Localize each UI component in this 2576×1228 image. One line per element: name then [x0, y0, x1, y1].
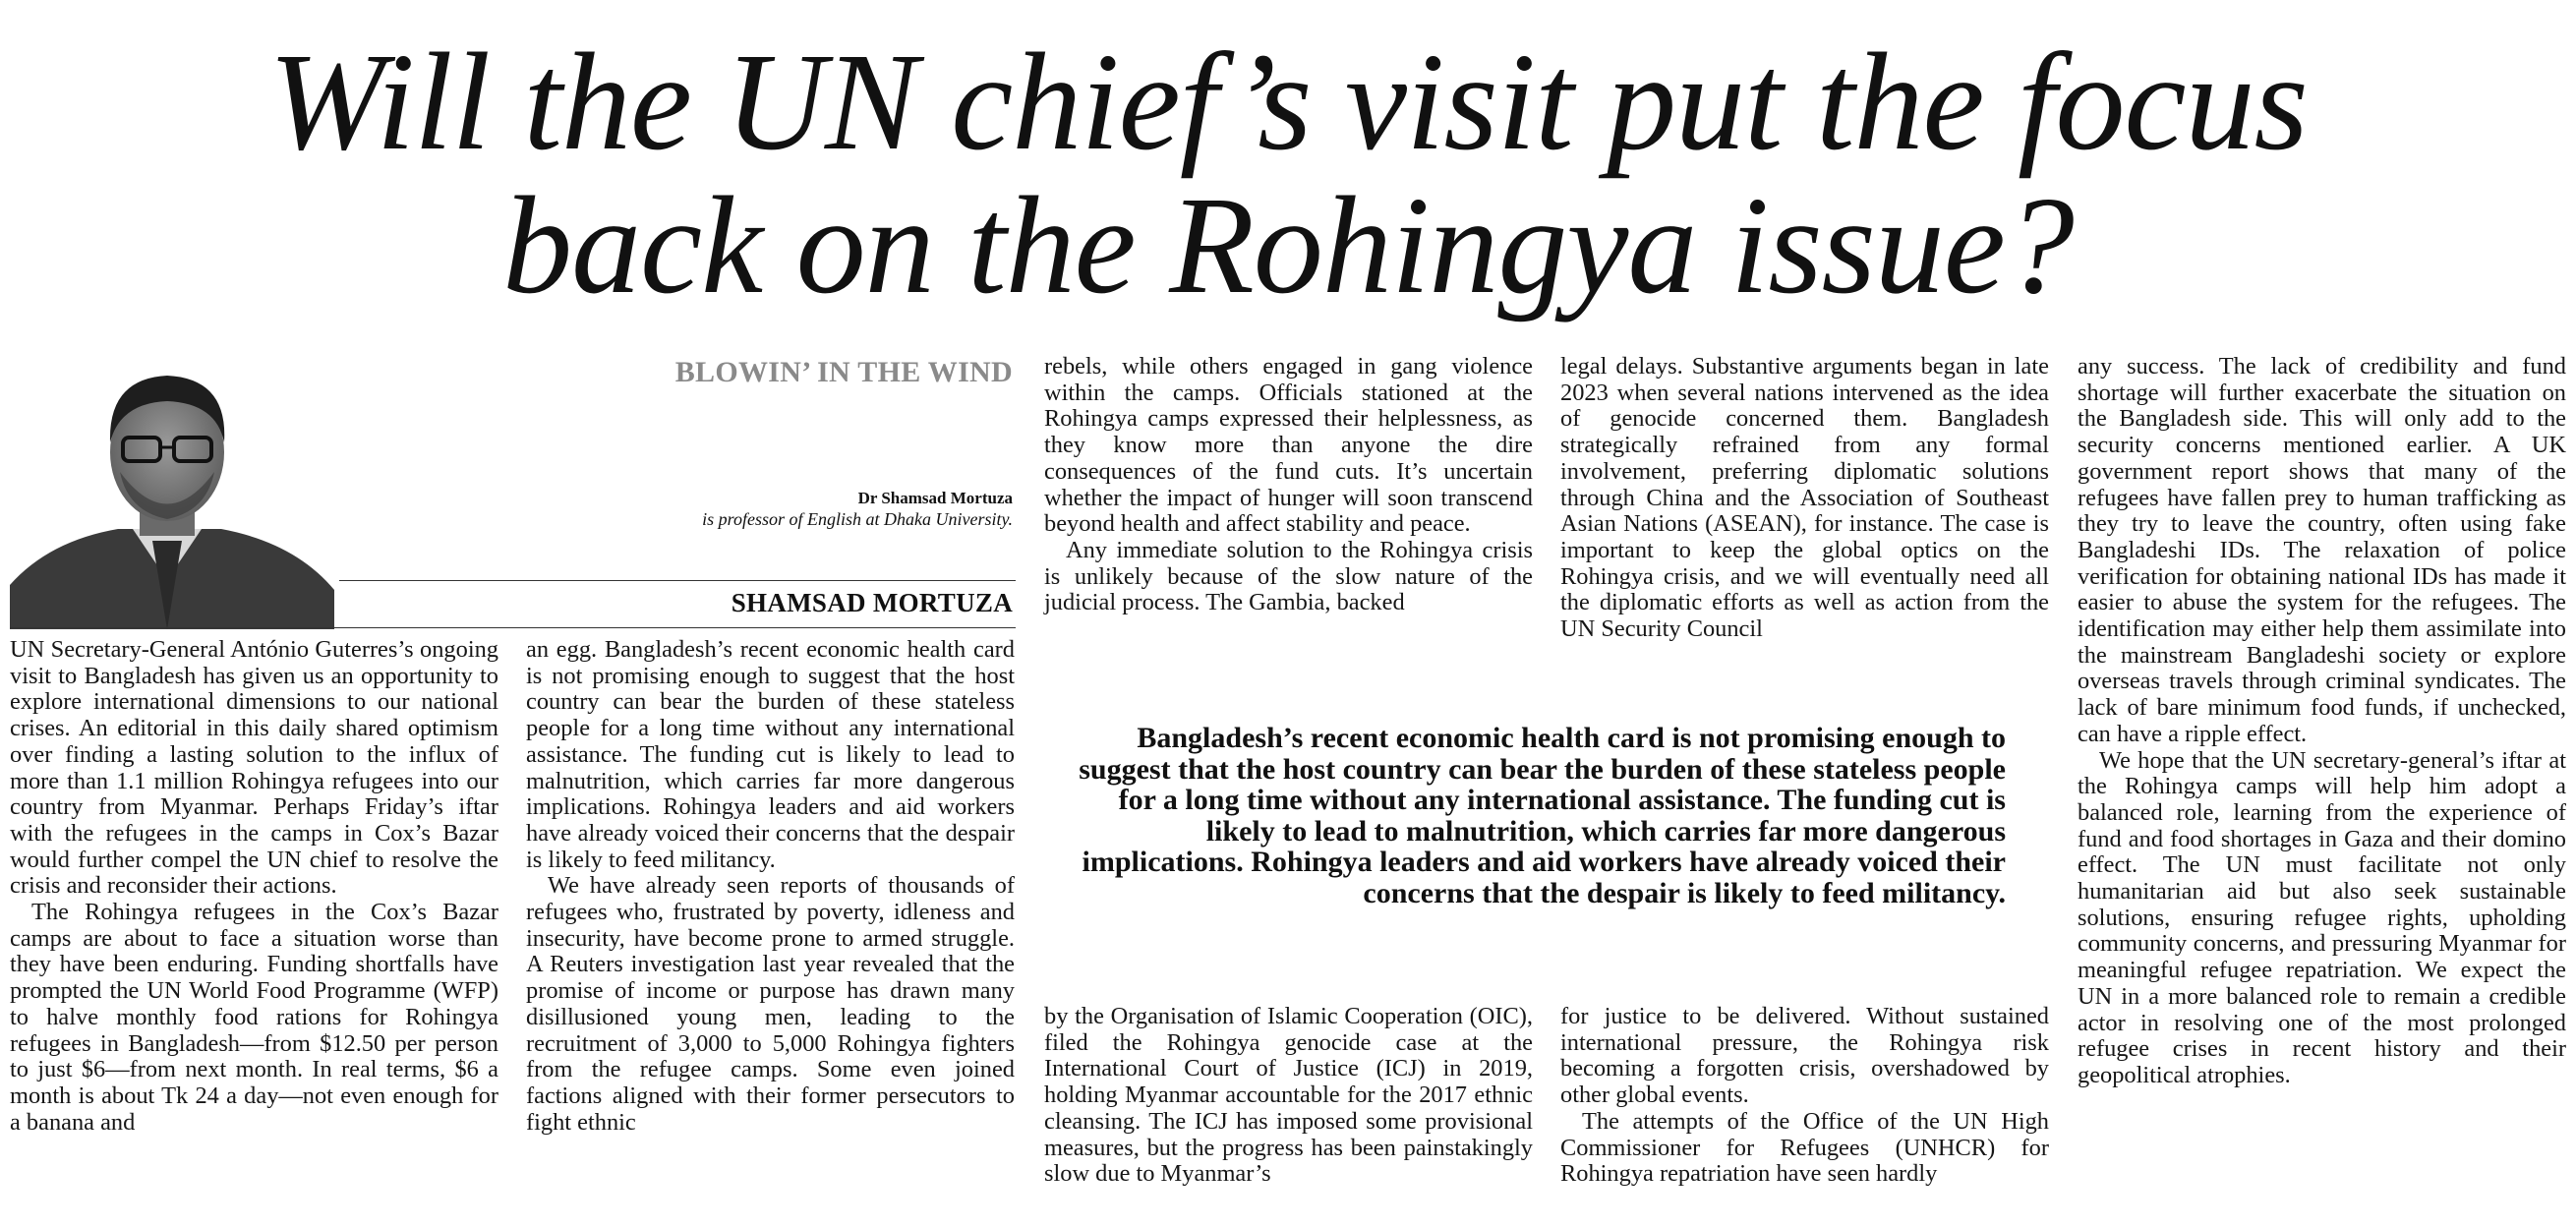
column-4-bottom [1560, 1004, 2049, 1188]
body-paragraph: We have already seen reports of thousands of refugees who, frustrated by poverty, idleness and insecurity, have become prone to armed struggle. A Reuters investigation last year revealed that the promise of income or purpose has drawn many disillusioned young men, leading to the recruitment of 3,000 to 5,000 Rohingya fighters from the refugee camps. Some even joined factions aligned with their former persecutors to fight ethnic [526, 872, 1015, 1136]
pull-quote: Bangladesh’s recent economic health card is not promising enough to suggest that the host country can bear the burden of these stateless people for a long time without any international assistance. The funding cut is likely to lead to malnutrition, which carries far more dangerous implications. Rohingya leaders and aid workers have already voiced their concerns that the despair is likely to feed militancy. [1079, 722, 2006, 909]
body-paragraph: The Rohingya refugees in the Cox’s Bazar camps are about to face a situation worse than they have been enduring. Funding shortfalls have prompted the UN World Food Programme (WFP) to halve monthly food rations for Rohingya refugees in Bangladesh—from $12.50 per person to just $6—from next month. In real terms, $6 a month is about Tk 24 a day—not even enough for a banana and [10, 899, 498, 1136]
body-paragraph: an egg. Bangladesh’s recent economic health card is not promising enough to suggest that the host country can bear the burden of these stateless people for a long time without any international assistance. The funding cut is likely to lead to malnutrition, which carries far more dangerous implications. Rohingya leaders and aid workers have already voiced their concerns that the despair is likely to feed militancy. [526, 636, 1015, 873]
column-3-top [1044, 354, 1533, 616]
author-name: SHAMSAD MORTUZA [731, 588, 1013, 617]
body-paragraph: rebels, while others engaged in gang violence within the camps. Officials stationed at the Rohingya camps expressed their helplessness, as they know more than anyone the dire consequences of the fund cuts. It’s uncertain whether the impact of hunger will soon transcend beyond health and affect stability and peace. [1044, 353, 1533, 538]
headline-line-1: Will the UN chief’s visit put the focus [268, 24, 2308, 179]
column-5 [2078, 354, 2566, 1089]
divider [339, 580, 1016, 581]
column-label: BLOWIN’ IN THE WIND [674, 356, 1013, 388]
body-paragraph: The attempts of the Office of the UN High Commissioner for Refugees (UNHCR) for Rohingya repatriation have seen hardly [1560, 1107, 2049, 1188]
author-portrait [10, 354, 334, 629]
body-paragraph: by the Organisation of Islamic Cooperation (OIC), filed the Rohingya genocide case at the International Court of Justice (ICJ) in 2019, holding Myanmar accountable for the 2017 ethnic cleansing. The ICJ has imposed some provisional measures, but the progress has been painstakingly slow due to Myanmar’s [1044, 1003, 1533, 1188]
column-1 [10, 637, 498, 1136]
byline-bio: is professor of English at Dhaka University. [702, 509, 1013, 529]
byline-name: Dr Shamsad Mortuza [857, 489, 1013, 507]
body-paragraph: for justice to be delivered. Without sustained international pressure, the Rohingya risk becoming a forgotten crisis, overshadowed by other global events. [1560, 1003, 2049, 1109]
column-4-top [1560, 354, 2049, 643]
headline-line-2: back on the Rohingya issue? [502, 167, 2074, 322]
column-3-bottom [1044, 1004, 1533, 1188]
body-paragraph: Any immediate solution to the Rohingya crisis is unlikely because of the slow nature of the judicial process. The Gambia, backed [1044, 536, 1533, 616]
body-paragraph: legal delays. Substantive arguments began in late 2023 when several nations intervened as the idea of genocide concerned them. Bangladesh strategically refrained from any formal involvement, preferring diplomatic solutions through China and the Association of Southeast Asian Nations (ASEAN), for instance. The case is important to keep the global optics on the Rohingya crisis, and we will eventually need all the diplomatic efforts as well as action from the UN Security Council [1560, 353, 2049, 643]
divider [10, 627, 1016, 628]
headline [0, 24, 2576, 322]
body-paragraph: any success. The lack of credibility and fund shortage will further exacerbate the situation on the Bangladesh side. This will only add to the security concerns mentioned earlier. A UK government report shows that many of the refugees have fallen prey to human trafficking as they try to leave the country, often using fake Bangladeshi IDs. The relaxation of police verification for obtaining national IDs has made it easier to abuse the system for the refugees. The identification may either help them assimilate into the mainstream Bangladeshi society or explore overseas travels through criminal syndicates. The lack of bare minimum food funds, if unchecked, can have a ripple effect. [2078, 353, 2566, 747]
body-paragraph: UN Secretary-General António Guterres’s ongoing visit to Bangladesh has given us an opportunity to explore international dimensions to our national crises. An editorial in this daily shared optimism over finding a lasting solution to the influx of more than 1.1 million Rohingya refugees into our country from Myanmar. Perhaps Friday’s iftar with the refugees in the camps in Cox’s Bazar would further compel the UN chief to resolve the crisis and reconsider their actions. [10, 636, 498, 900]
column-2 [526, 637, 1015, 1136]
body-paragraph: We hope that the UN secretary-general’s iftar at the Rohingya camps will help him adopt a balanced role, learning from the experience of fund and food shortages in Gaza and their domino effect. The UN must facilitate not only humanitarian aid but also seek sustainable solutions, ensuring refugee rights, upholding community concerns, and pressuring Myanmar for meaningful refugee repatriation. We expect the UN in a more balanced role to remain a credible actor in resolving one of the most prolonged refugee crises in recent history and their geopolitical atrophies. [2078, 746, 2566, 1088]
